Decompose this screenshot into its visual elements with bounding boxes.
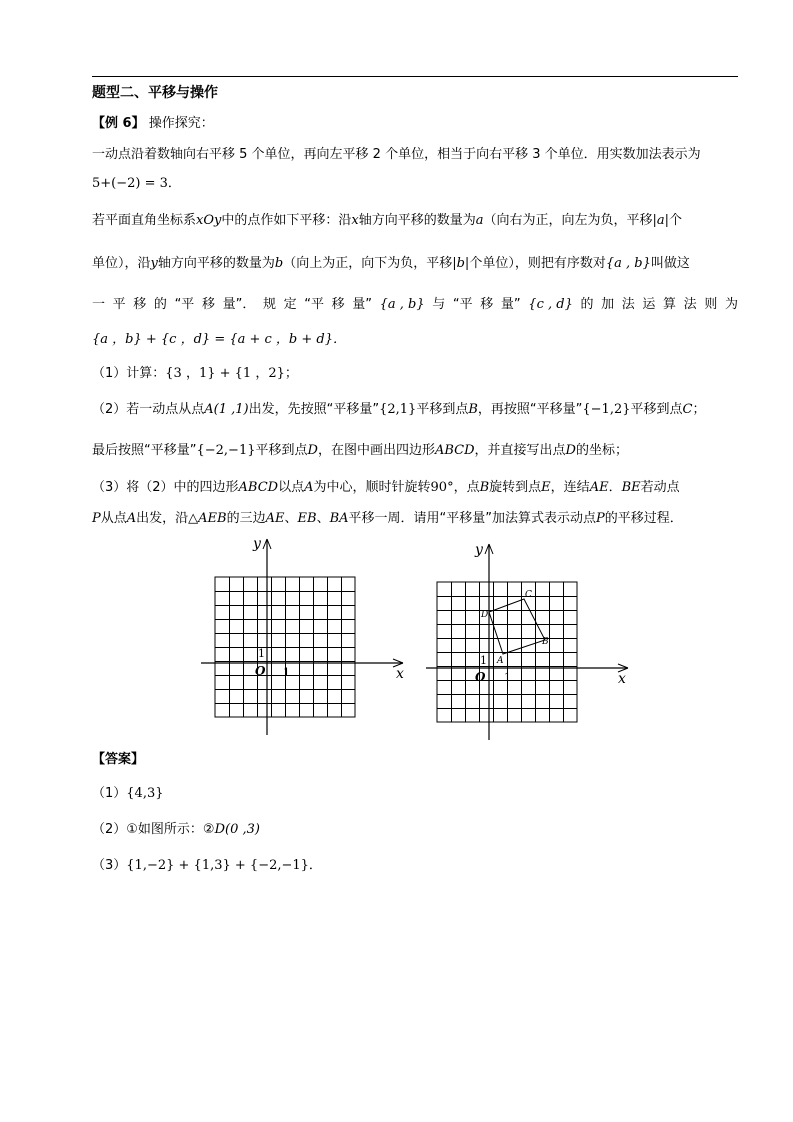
- paragraph-4-part: 移: [133, 297, 147, 312]
- math: ABCD: [434, 443, 475, 458]
- text: 出发，沿: [136, 511, 189, 526]
- example-label: 【例 6】: [92, 116, 145, 131]
- paragraph-4-part: 的: [580, 297, 594, 312]
- text: （3）: [92, 858, 127, 873]
- math: P: [596, 511, 605, 526]
- math: AE: [589, 480, 609, 495]
- text: 、: [316, 511, 330, 526]
- text: 出发，先按照“平移量”: [248, 402, 380, 417]
- question-2: [92, 401, 738, 419]
- math: {a , b}: [605, 256, 651, 271]
- point-d-label: D: [481, 610, 489, 620]
- math: {1,−2} + {1,3} + {−2,−1}．: [126, 858, 322, 873]
- paragraph-4-part: 一: [92, 297, 106, 312]
- paragraph-2: [92, 212, 738, 230]
- paragraph-4-part: 运: [642, 297, 656, 312]
- coordinate-grid-figure-1: [200, 535, 410, 740]
- text: 的三边: [226, 511, 266, 526]
- text: 轴方向平移的数量为: [358, 213, 476, 228]
- text: 平移到点: [630, 402, 683, 417]
- paragraph-4: [92, 296, 738, 314]
- answer-2: [92, 821, 738, 839]
- answer-label: 【答案】: [92, 752, 145, 767]
- y-axis-label: y: [475, 542, 483, 558]
- text: 、: [284, 511, 298, 526]
- grid-lines: [437, 582, 577, 722]
- paragraph-4-part: 的: [153, 297, 167, 312]
- text: （3）将（2）中的四边形: [92, 480, 239, 495]
- text: 以点: [278, 480, 305, 495]
- origin-label: O: [255, 664, 266, 678]
- paragraph-4-part: {c , d}: [528, 297, 573, 312]
- paragraph-4-part: 与: [432, 297, 446, 312]
- grid-inner-lines: [437, 582, 577, 722]
- text: 从点: [100, 511, 127, 526]
- text: ；: [692, 402, 706, 417]
- x-axis-label: x: [396, 666, 404, 682]
- paragraph-3: [92, 255, 738, 273]
- text: （2）若一动点从点: [92, 402, 205, 417]
- section-title: 题型二、平移与操作: [92, 85, 218, 101]
- paragraph-4-part: 量”: [352, 297, 372, 312]
- example-header: [92, 115, 738, 133]
- question-3: [92, 479, 738, 497]
- example-title: 操作探究：: [148, 116, 214, 131]
- text: （1）计算：: [92, 366, 166, 381]
- text: ，在图中画出四边形: [317, 443, 435, 458]
- math: xOy: [196, 213, 222, 228]
- math: B: [479, 480, 490, 495]
- text: 个: [669, 213, 683, 228]
- text: 为中心，顺时针旋转: [313, 480, 431, 495]
- math: 90°: [430, 480, 454, 495]
- paragraph-4-part: “平: [174, 297, 195, 312]
- math: E: [541, 480, 551, 495]
- math: D: [307, 443, 318, 458]
- paragraph-4-part: 量”．: [222, 297, 256, 312]
- coordinate-grid-figure-2: [425, 540, 635, 745]
- question-1: [92, 365, 738, 383]
- math: BE: [621, 480, 641, 495]
- text: ．: [608, 480, 622, 495]
- paragraph-4-part: 算: [663, 297, 677, 312]
- paragraph-1-equation: 5+(−2) = 3．: [92, 176, 181, 191]
- paragraph-4-part: 移: [331, 297, 345, 312]
- answer-3: [92, 857, 738, 875]
- paragraph-4-part: 平: [112, 297, 126, 312]
- paragraph-5-rule: {a ，b} + {c ，d} = {a + c ，b + d}．: [92, 332, 347, 347]
- text: （向上为正，向下为负，平移: [283, 256, 453, 271]
- math: EB: [297, 511, 317, 526]
- text: 平移到点: [255, 443, 308, 458]
- math: ABCD: [238, 480, 279, 495]
- paragraph-1: 一动点沿着数轴向右平移 5 个单位，再向左平移 2 个单位，相当于向右平移 3 个单位．用实数加法表示为: [92, 147, 701, 162]
- text: 叫做这: [650, 256, 690, 271]
- text: 旋转到点: [489, 480, 542, 495]
- text: 若平面直角坐标系: [92, 213, 197, 228]
- text: ，再按照“平移量”: [477, 402, 583, 417]
- x-axis-label: x: [618, 671, 626, 687]
- text: 若动点: [640, 480, 680, 495]
- math: b: [274, 256, 284, 271]
- header-rule: [92, 76, 738, 77]
- paragraph-4-part: 法: [683, 297, 697, 312]
- math: {2,1}: [379, 402, 417, 417]
- math: A: [126, 511, 137, 526]
- point-c-label: C: [525, 590, 532, 600]
- text: 单位），沿: [92, 256, 151, 271]
- y-axis-label: y: [253, 536, 261, 552]
- paragraph-4-part: 移: [480, 297, 494, 312]
- paragraph-4-part: 加: [601, 297, 615, 312]
- math: D(0 ,3): [214, 822, 260, 837]
- paragraph-4-part: 则: [704, 297, 718, 312]
- math: A(1 ,1): [204, 402, 249, 417]
- text: （向右为正，向左为负，平移: [483, 213, 653, 228]
- grid-lines: [215, 577, 355, 717]
- origin-label: O: [475, 670, 486, 684]
- math: |b|: [452, 256, 470, 271]
- paragraph-4-part: 量”: [500, 297, 521, 312]
- paragraph-4-part: 法: [621, 297, 635, 312]
- paragraph-4-part: 规: [262, 297, 276, 312]
- unit-label-x: 1: [504, 671, 511, 684]
- text: （1）: [92, 786, 127, 801]
- text: 中的点作如下平移：沿: [221, 213, 352, 228]
- text: 的平移过程．: [604, 511, 683, 526]
- math: C: [682, 402, 693, 417]
- grid-inner-lines: [215, 577, 355, 717]
- paragraph-4-part: 移: [201, 297, 215, 312]
- paragraph-4-part: “平: [452, 297, 473, 312]
- text: 轴方向平移的数量为: [157, 256, 275, 271]
- math: BA: [329, 511, 349, 526]
- math: D: [565, 443, 576, 458]
- unit-label-y: 1: [258, 647, 265, 660]
- math: {−2,−1}: [196, 443, 256, 458]
- paragraph-4-part: 定: [283, 297, 297, 312]
- text: 平移到点: [416, 402, 469, 417]
- math: x: [351, 213, 359, 228]
- question-2-continued: [92, 442, 738, 460]
- math: {−1,2}: [582, 402, 631, 417]
- math: {3 ，1} + {1 ，2}；: [165, 366, 298, 381]
- quadrilateral-abcd: [489, 599, 545, 654]
- text: （2）①如图所示：②: [92, 822, 215, 837]
- math: {4,3}: [126, 786, 164, 801]
- math: △AEB: [188, 511, 227, 526]
- text: 的坐标；: [575, 443, 628, 458]
- math: AE: [265, 511, 285, 526]
- paragraph-4-part: {a , b}: [379, 297, 425, 312]
- unit-label-y: 1: [480, 654, 487, 667]
- paragraph-4-part: 为: [724, 297, 738, 312]
- math: y: [150, 256, 158, 271]
- point-b-label: B: [542, 637, 549, 647]
- text: ，并直接写出点: [474, 443, 566, 458]
- answer-1: [92, 785, 738, 803]
- question-3-continued: [92, 510, 738, 528]
- paragraph-4-part: “平: [304, 297, 324, 312]
- text: ，连结: [550, 480, 590, 495]
- unit-label-x: 1: [283, 666, 290, 679]
- point-a-label: A: [497, 656, 504, 666]
- math: A: [304, 480, 314, 495]
- text: ，点: [453, 480, 480, 495]
- math: |a|: [652, 213, 670, 228]
- text: 最后按照“平移量”: [92, 443, 197, 458]
- text: 个单位），则把有序数对: [469, 256, 606, 271]
- text: 平移一周．请用“平移量”加法算式表示动点: [348, 511, 597, 526]
- math: a: [475, 213, 484, 228]
- math: P: [92, 511, 101, 526]
- math: B: [468, 402, 478, 417]
